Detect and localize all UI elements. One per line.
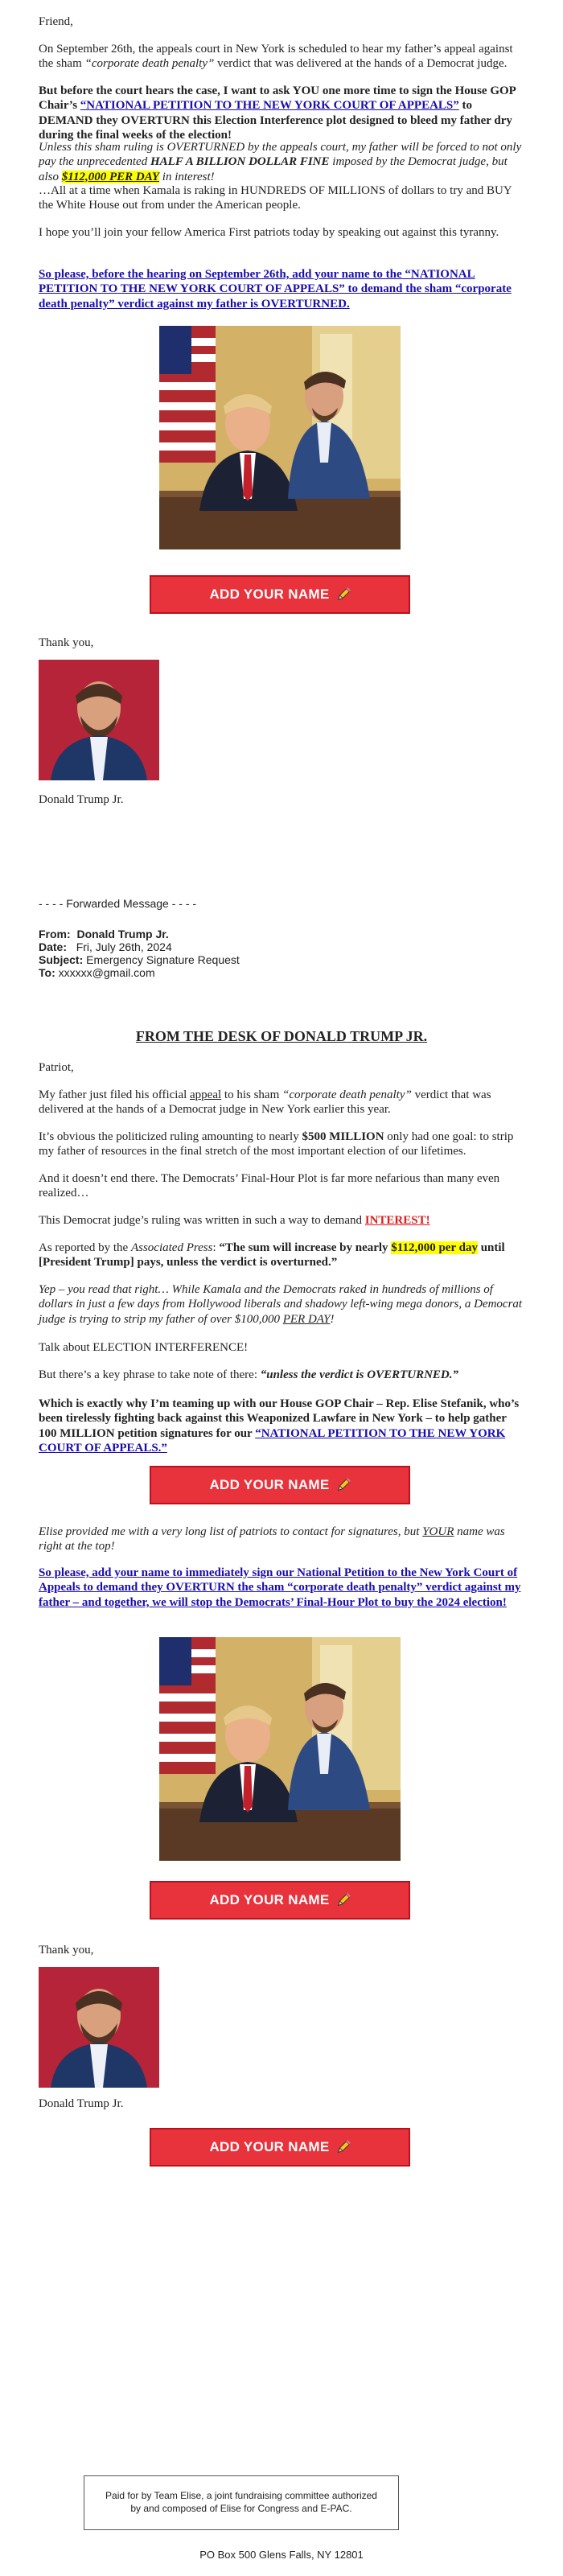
memo-petition-cta-link[interactable]: So please, add your name to immediately sign our National Petition to the New York Court of Appeals to demand they OVERTURN the sham “corporate death penalty” verdict against my father – and together, we will stop the Democrats’ Final-Hour Plot to buy the 2024 election! — [39, 1566, 521, 1609]
memo-paragraph-plot: And it doesn’t end there. The Democrats’ Final-Hour Plot is far more nefarious than many even realized… — [39, 1172, 500, 1200]
pencil-icon — [336, 1893, 351, 1907]
memo-paragraph-appeal: My father just filed his official appeal to his sham “corporate death penalty” verdict that was delivered at the hands of a Democrat judge in New York earlier this year. — [39, 1088, 491, 1117]
memo-paragraph-ruling: It’s obvious the politicized ruling amounting to nearly $500 MILLION only had one goal: to strip my father of resources in the final stretch of the most important election of our lifetimes. — [39, 1130, 514, 1158]
greeting: Friend, — [39, 15, 73, 28]
memo-signature: Donald Trump Jr. — [39, 2097, 124, 2110]
petition-cta-link[interactable]: So please, before the hearing on September 26th, add your name to the “NATIONAL PETITION TO THE NEW YORK COURT OF APPEALS” to demand the sham “corporate death penalty” verdict against my father is OVERTURNED. — [39, 268, 512, 311]
memo-greeting: Patriot, — [39, 1061, 74, 1074]
memo-title: FROM THE DESK OF DONALD TRUMP JR. — [135, 1028, 428, 1044]
signature: Donald Trump Jr. — [39, 793, 124, 806]
headshot-photo — [39, 1967, 159, 2088]
mailing-address: PO Box 500 Glens Falls, NY 12801 — [199, 2549, 364, 2561]
memo-paragraph-interference: Talk about ELECTION INTERFERENCE! — [39, 1341, 249, 1354]
pencil-icon — [336, 1478, 351, 1492]
memo-paragraph-yep: Yep – you read that right… While Kamala and the Democrats raked in hundreds of millions of dollars in just a few days from Hollywood liberals and shadowy left-wing mega donors, a Democrat judge is trying to strip my father of over $100,000 PER DAY! — [39, 1283, 523, 1326]
oval-office-photo — [159, 1637, 401, 1861]
add-your-name-button[interactable]: ADD YOUR NAME — [150, 1881, 410, 1920]
forwarded-header: From: Donald Trump Jr. Date: Fri, July 26th, 2024 Subject: Emergency Signature Request To: xxxxxx@gmail.com — [39, 928, 240, 980]
memo-paragraph-interest: This Democrat judge’s ruling was written in such a way to demand INTEREST! — [39, 1214, 430, 1227]
memo-petition-link[interactable]: “NATIONAL PETITION TO THE NEW YORK COURT OF APPEALS.” — [39, 1426, 506, 1455]
paragraph-kamala: …All at a time when Kamala is raking in HUNDREDS OF MILLIONS of dollars to try and BUY the White House out from under the American people. — [39, 184, 512, 212]
headshot-photo — [39, 660, 159, 780]
add-your-name-button[interactable]: ADD YOUR NAME — [150, 2128, 410, 2167]
paragraph-fine: Unless this sham ruling is OVERTURNED by the appeals court, my father will be forced to not only pay the unprecedented HALF A BILLION DOLLAR FINE imposed by the Democrat judge, but also $112,000 PER DAY in interest! — [39, 141, 522, 183]
appeal-link[interactable]: appeal — [190, 1088, 222, 1101]
add-your-name-button[interactable]: ADD YOUR NAME — [150, 575, 410, 614]
memo-paragraph-ap: As reported by the Associated Press: “The sum will increase by nearly $112,000 per day until [President Trump] pays, unless the verdict is overturned.” — [39, 1241, 505, 1269]
paragraph-appeal-intro: On September 26th, the appeals court in New York is scheduled to hear my father’s appeal against the sham “corporate death penalty” verdict that was delivered at the hands of a Democrat judge. — [39, 43, 513, 71]
memo-thanks-text: Thank you, — [39, 1944, 94, 1957]
oval-office-photo — [159, 326, 401, 549]
memo-paragraph-teaming: Which is exactly why I’m teaming up with our House GOP Chair – Rep. Elise Stefanik, who’s been tirelessly fighting back against this Weaponized Lawfare in New York – to help gather 100 MILLION petition signatures for our “NATIONAL PETITION TO THE NEW YORK COURT OF APPEALS.” — [39, 1397, 520, 1455]
thanks-text: Thank you, — [39, 636, 94, 649]
pencil-icon — [336, 2140, 351, 2154]
forwarded-divider: - - - - Forwarded Message - - - - — [39, 897, 197, 910]
memo-paragraph-elise: Elise provided me with a very long list of patriots to contact for signatures, but YOUR name was right at the top! — [39, 1525, 505, 1553]
paid-for-disclaimer: Paid for by Team Elise, a joint fundraising committee authorized by and composed of Elise for Congress and E-PAC. — [84, 2475, 399, 2530]
petition-link[interactable]: “NATIONAL PETITION TO THE NEW YORK COURT OF APPEALS” — [80, 99, 459, 113]
paragraph-join: I hope you’ll join your fellow America First patriots today by speaking out against this tyranny. — [39, 226, 499, 239]
memo-paragraph-key-phrase: But there’s a key phrase to take note of there: “unless the verdict is OVERTURNED.” — [39, 1368, 459, 1381]
pencil-icon — [336, 587, 351, 602]
add-your-name-button[interactable]: ADD YOUR NAME — [150, 1466, 410, 1504]
paragraph-ask: But before the court hears the case, I want to ask YOU one more time to sign the House GOP Chair’s “NATIONAL PETITION TO THE NEW YORK COURT OF APPEALS” to DEMAND they OVERTURN this Election Interference plot designed to bleed my father dry during the final weeks of the election! — [39, 84, 516, 142]
